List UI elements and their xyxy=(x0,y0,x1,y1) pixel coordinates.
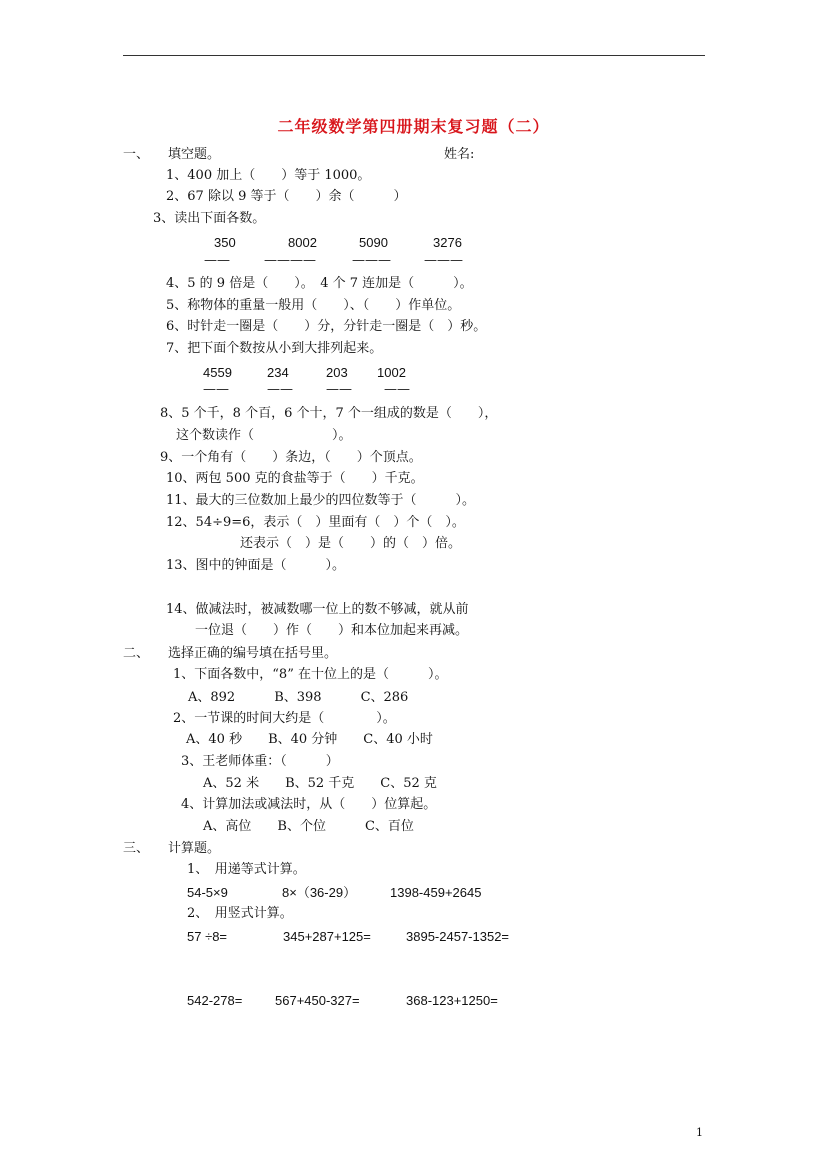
calc-sub-2: 2、 用竖式计算。 xyxy=(187,906,293,921)
q7-number: 203 xyxy=(326,365,348,380)
fill-question-10: 10、两包 500 克的食盐等于（ ）千克。 xyxy=(166,471,424,486)
fill-question-14: 14、做减法时，被减数哪一位上的数不够减，就从前 xyxy=(166,602,469,617)
calc-expression: 3895-2457-1352= xyxy=(406,929,510,944)
q3-answer-blank: ———— xyxy=(264,253,316,268)
page-title: 二年级数学第四册期末复习题（二） xyxy=(277,117,550,136)
section-3-number: 三、 xyxy=(123,841,150,856)
choice-question-2-options: A、40 秒 B、40 分钟 C、40 小时 xyxy=(186,732,433,747)
calc-expression: 345+287+125= xyxy=(283,929,371,944)
section-2-number: 二、 xyxy=(123,646,150,661)
q3-number: 350 xyxy=(214,235,236,250)
q3-number: 3276 xyxy=(433,235,462,250)
q7-number: 4559 xyxy=(203,365,232,380)
q3-answer-blank: ——— xyxy=(424,253,463,268)
calc-expression: 542-278= xyxy=(187,993,243,1008)
fill-question-12: 12、54÷9=6，表示（ ）里面有（ ）个（ ）。 xyxy=(166,515,465,530)
section-1-number: 一、 xyxy=(123,147,150,162)
choice-question-4-options: A、高位 B、个位 C、百位 xyxy=(203,819,414,834)
fill-question-5: 5、称物体的重量一般用（ ）、（ ）作单位。 xyxy=(166,298,461,313)
page-number: 1 xyxy=(696,1126,703,1139)
fill-question-3: 3、读出下面各数。 xyxy=(153,211,266,226)
fill-question-2: 2、67 除以 9 等于（ ）余（ ） xyxy=(166,189,407,204)
q7-number: 1002 xyxy=(377,365,406,380)
fill-question-8-line-2: 这个数读作（ ）。 xyxy=(176,428,352,443)
calc-expression: 567+450-327= xyxy=(275,993,360,1008)
name-label: 姓名: xyxy=(444,147,475,162)
fill-question-11: 11、最大的三位数加上最少的四位数等于（ ）。 xyxy=(166,493,476,508)
fill-question-7: 7、把下面个数按从小到大排列起来。 xyxy=(166,341,383,356)
calc-expression: 8×（36-29） xyxy=(282,885,357,900)
fill-question-6: 6、时针走一圈是（ ）分，分针走一圈是（ ）秒。 xyxy=(166,319,487,334)
q3-answer-blank: ——— xyxy=(352,253,391,268)
fill-question-8: 8、5 个千，8 个百，6 个十，7 个一组成的数是（ ）， xyxy=(160,406,498,421)
q7-answer-blank: —— xyxy=(267,382,293,397)
q7-answer-blank: —— xyxy=(326,382,352,397)
fill-question-4: 4、5 的 9 倍是（ ）。 4 个 7 连加是（ ）。 xyxy=(166,276,473,291)
choice-question-1: 1、下面各数中，“8” 在十位上的是（ ）。 xyxy=(173,667,448,682)
calc-expression: 54-5×9 xyxy=(187,885,228,900)
choice-question-4: 4、计算加法或减法时，从（ ）位算起。 xyxy=(181,797,437,812)
fill-question-9: 9、一个角有（ ）条边，（ ）个顶点。 xyxy=(160,450,422,465)
q7-answer-blank: —— xyxy=(384,382,410,397)
choice-question-3: 3、王老师体重：（ ） xyxy=(181,754,339,769)
header-rule xyxy=(123,55,705,56)
q7-answer-blank: —— xyxy=(203,382,229,397)
section-3-label: 计算题。 xyxy=(168,841,221,856)
calc-expression: 57 ÷8= xyxy=(187,929,228,944)
fill-question-1: 1、400 加上（ ）等于 1000。 xyxy=(166,168,371,183)
q7-number: 234 xyxy=(267,365,289,380)
section-2-label: 选择正确的编号填在括号里。 xyxy=(168,646,338,661)
section-1-label: 填空题。 xyxy=(168,147,221,162)
choice-question-2: 2、一节课的时间大约是（ ）。 xyxy=(173,711,396,726)
calc-expression: 1398-459+2645 xyxy=(390,885,482,900)
q3-number: 8002 xyxy=(288,235,317,250)
calc-expression: 368-123+1250= xyxy=(406,993,498,1008)
q3-number: 5090 xyxy=(359,235,388,250)
q3-answer-blank: —— xyxy=(204,253,230,268)
choice-question-3-options: A、52 米 B、52 千克 C、52 克 xyxy=(203,776,437,791)
choice-question-1-options: A、892 B、398 C、286 xyxy=(188,690,409,705)
calc-sub-1: 1、 用递等式计算。 xyxy=(187,862,306,877)
fill-question-12-line-2: 还表示（ ）是（ ）的（ ）倍。 xyxy=(240,536,462,551)
fill-question-14-line-2: 一位退（ ）作（ ）和本位加起来再减。 xyxy=(195,623,469,638)
fill-question-13: 13、图中的钟面是（ ）。 xyxy=(166,558,346,573)
